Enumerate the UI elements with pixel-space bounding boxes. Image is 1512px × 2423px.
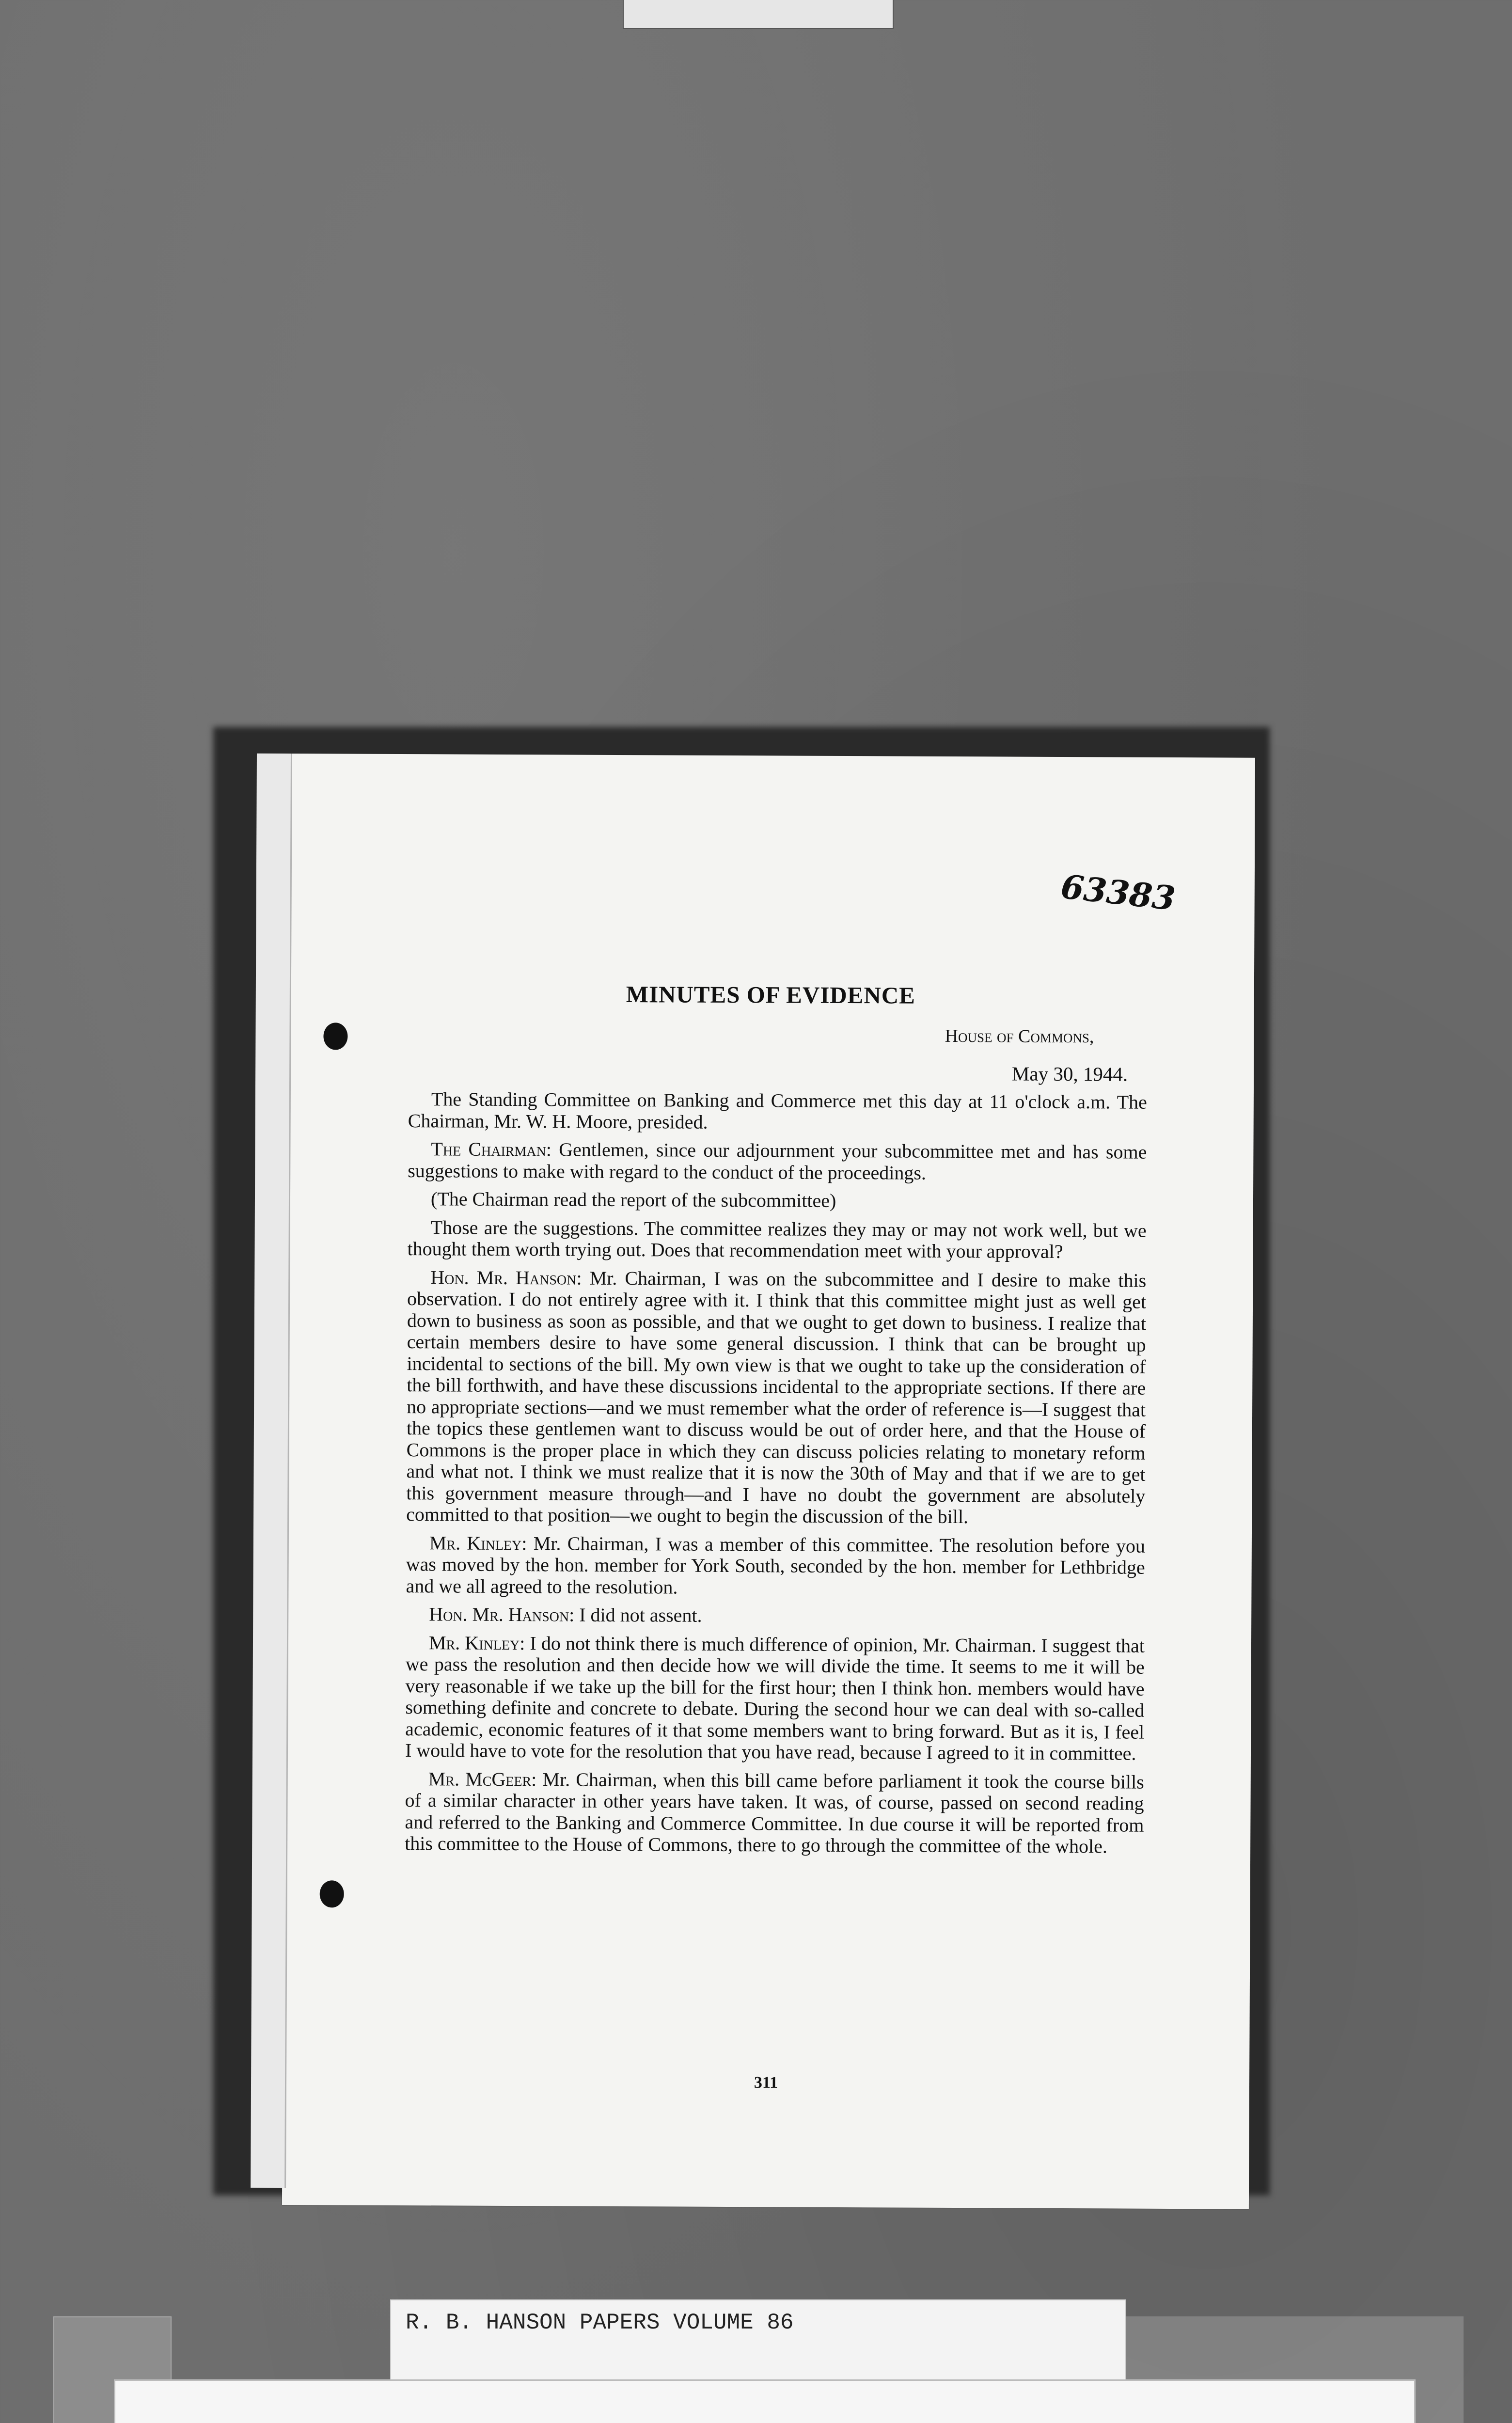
paragraph <box>408 1188 1147 1213</box>
document-body <box>405 1088 1147 1864</box>
paragraph-text: Mr. Chairman, I was on the subcommittee and I desire to make this observation. I do not entirely agree with it. I think that this committee might just as well get down to business as soon as possible, and that we ought to get down to business. I realize that certain members desire to have some general discussion. I think that can be brought up incidental to sections of the bill. My own view is that we ought to take up the consideration of the bill forthwith, and have these discussions incidental to the appropriate sections. If there are no appropriate sections—and we must remember what the order of reference is—I suggest that the topics these gentlemen want to discuss would be out of order here, and that the House of Commons is the proper place in which they can discuss policies relating to monetary reform and what not. I think we must realize that it is now the 30th of May and that if we are to get this government measure through—and I have no doubt the government are absolutely committed to that position—we ought to begin the discussion of the bill. <box>406 1267 1147 1528</box>
date-line: May 30, 1944. <box>1011 1062 1128 1086</box>
paragraph-text: (The Chairman read the report of the subcommittee) <box>430 1188 836 1212</box>
document-page <box>282 754 1255 2209</box>
paragraph-text: Those are the suggestions. The committee realizes they may or may not work well, but we thought them worth trying out. Does that recommendation meet with your approval? <box>407 1216 1147 1262</box>
paragraph-text: The Standing Committee on Banking and Commerce met this day at 11 o'clock a.m. The Chairman, Mr. W. H. Moore, presided. <box>408 1088 1147 1133</box>
paragraph-text: Mr. Chairman, I was a member of this committee. The resolution before you was moved by the hon. member for York South, seconded by the hon. member for Lethbridge and we all agreed to the resolution. <box>406 1532 1145 1598</box>
volume-label-text: R. B. HANSON PAPERS VOLUME 86 <box>406 2310 794 2335</box>
paragraph-text: Gentlemen, since our adjournment your subcommittee met and has some suggestions to make with regard to the conduct of the proceedings. <box>408 1138 1147 1184</box>
archive-card <box>114 2379 1416 2423</box>
punch-hole <box>320 1880 344 1907</box>
page-binding <box>251 754 292 2188</box>
top-tab <box>623 0 894 29</box>
paragraph-text: Mr. Chairman, when this bill came before parliament it took the course bills of a similar character in other years have taken. It was, of course, passed on second reading and referred to the Banking and Commerce Committee. In due course it will be reported from this committee to the House of Commons, there to go through the committee of the whole. <box>405 1768 1144 1857</box>
stamp-number: 63383 <box>1059 867 1177 919</box>
speaker: Hon. Mr. Hanson: <box>430 1266 582 1289</box>
speaker: Mr. Kinley: <box>429 1531 527 1554</box>
paragraph <box>406 1532 1145 1600</box>
paragraph <box>405 1768 1144 1858</box>
paragraph <box>406 1267 1146 1529</box>
speaker: Hon. Mr. Hanson: <box>429 1603 575 1626</box>
paragraph <box>408 1088 1147 1135</box>
paragraph <box>405 1632 1145 1765</box>
document-title: MINUTES OF EVIDENCE <box>626 981 916 1009</box>
paragraph <box>407 1217 1146 1263</box>
paragraph-text: I did not assent. <box>574 1604 702 1626</box>
paragraph <box>408 1138 1147 1185</box>
page-folio: 311 <box>754 2074 778 2092</box>
paragraph <box>406 1604 1145 1628</box>
speaker: Mr. Kinley: <box>428 1631 525 1654</box>
speaker: Mr. McGeer: <box>428 1767 537 1790</box>
location-line: House of Commons, <box>945 1025 1094 1047</box>
punch-hole <box>323 1023 347 1050</box>
paragraph-text: I do not think there is much difference of opinion, Mr. Chairman. I suggest that we pass the resolution and then decide how we will divide the time. It seems to me it will be very reasonable if we take up the bill for the first hour; then I think hon. members would have something definite and concrete to debate. During the second hour we can deal with so-called academic, economic features of it that some members want to bring forward. But as it is, I feel I would have to vote for the resolution that you have read, because I agreed to it in committee. <box>405 1632 1145 1764</box>
speaker: The Chairman: <box>431 1138 552 1161</box>
